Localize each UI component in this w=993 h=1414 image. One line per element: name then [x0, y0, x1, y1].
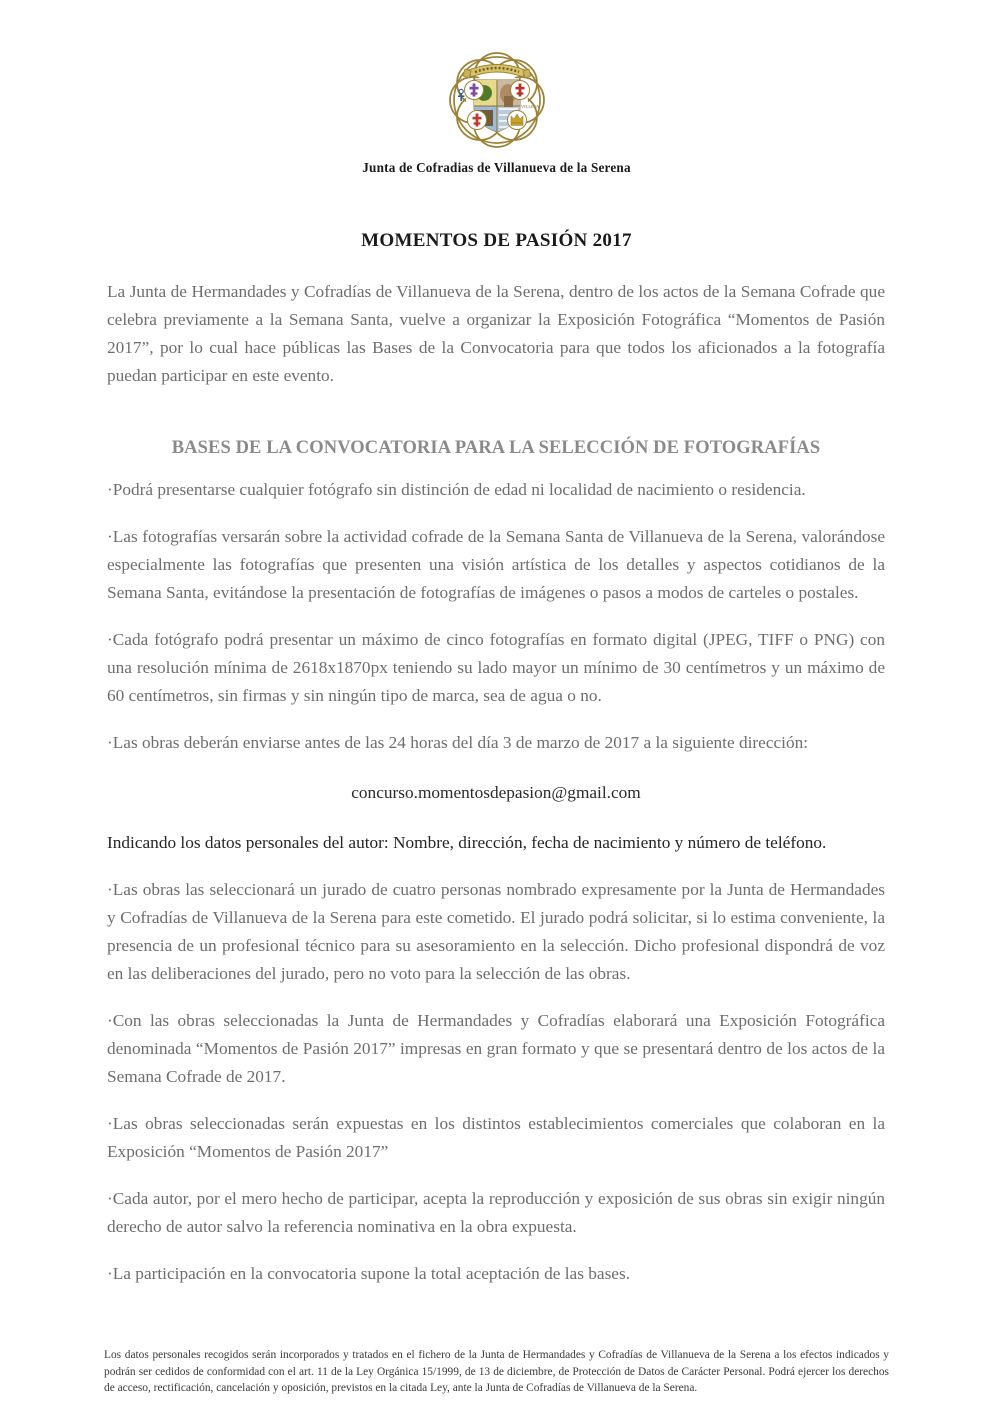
rule-item: ·Las obras seleccionadas serán expuestas en los distintos establecimientos comerciales que colaboran en la Exposición “Momentos de Pasión 2017” [107, 1114, 885, 1162]
document-header [0, 0, 993, 176]
crest-motto: VILLETA [520, 104, 539, 109]
rule-item: ·Podrá presentarse cualquier fotógrafo sin distinción de edad ni localidad de nacimiento o residencia. [107, 480, 806, 500]
rule-item: ·Las fotografías versarán sobre la actividad cofrade de la Semana Santa de Villanueva de la Serena, valorándose especialmente las fotografías que presenten una visión artística de los detalles y aspectos cotidianos de la Semana Santa, evitándose la presentación de fotografías de imágenes o pasos a modos de carteles o postales. [107, 527, 885, 603]
rule-item: ·Las obras las seleccionará un jurado de cuatro personas nombrado expresamente por la Junta de Hermandades y Cofradías de Villanueva de la Serena para este cometido. El jurado podrá solicitar, si lo estima conveniente, la presencia de un profesional técnico para su asesoramiento en la selección. Dicho profesional dispondrá de voz en las deliberaciones del jurado, pero no voto para la selección de las obras. [107, 880, 885, 984]
page-title: MOMENTOS DE PASIÓN 2017 [361, 230, 632, 251]
section-heading: BASES DE LA CONVOCATORIA PARA LA SELECCIÓN DE FOTOGRAFÍAS [171, 438, 821, 459]
organization-name: Junta de Cofradias de Villanueva de la Serena [362, 160, 631, 175]
rule-item: ·Cada autor, por el mero hecho de participar, acepta la reproducción y exposición de sus obras sin exigir ningún derecho de autor salvo la referencia nominativa en la obra expuesta. [107, 1189, 885, 1237]
rule-item: ·La participación en la convocatoria supone la total aceptación de las bases. [107, 1264, 631, 1284]
coat-of-arms-icon [417, 46, 577, 154]
intro-paragraph: La Junta de Hermandades y Cofradías de Villanueva de la Serena, dentro de los actos de la Semana Cofrade que celebra previamente a la Semana Santa, vuelve a organizar la Exposición Fotográfica “Momentos de Pasión 2017”, por lo cual hace públicas las Bases de la Convocatoria para que todos los aficionados a la fotografía puedan participar en este evento. [107, 282, 885, 386]
legal-footer: Los datos personales recogidos serán incorporados y tratados en el fichero de la Junta de Hermandades y Cofradías de Villanueva de la Serena a los efectos indicados y podrán ser cedidos de conformidad con el art. 11 de la Ley Orgánica 15/1999, de 13 de diciembre, de Protección de Datos de Carácter Personal. Podrá ejercer los derechos de acceso, rectificación, cancelación y oposición, previstos en la citada Ley, ante la Junta de Cofradías de Villanueva de la Serena. [104, 1349, 889, 1394]
rule-item: ·Con las obras seleccionadas la Junta de Hermandades y Cofradías elaborará una Exposición Fotográfica denominada “Momentos de Pasión 2017” impresas en gran formato y que se presentará dentro de los actos de la Semana Cofrade de 2017. [107, 1011, 885, 1087]
rule-item: ·Cada fotógrafo podrá presentar un máximo de cinco fotografías en formato digital (JPEG, TIFF o PNG) con una resolución mínima de 2618x1870px teniendo su lado mayor un mínimo de 30 centímetros y un máximo de 60 centímetros, sin firmas y sin ningún tipo de marca, sea de agua o no. [107, 630, 885, 706]
rule-item: ·Las obras deberán enviarse antes de las 24 horas del día 3 de marzo de 2017 a la siguiente dirección: [107, 733, 809, 753]
contact-email[interactable]: concurso.momentosdepasion@gmail.com [351, 783, 641, 803]
document-content [107, 278, 885, 1288]
email-instruction: Indicando los datos personales del autor: Nombre, dirección, fecha de nacimiento y número de teléfono. [107, 833, 827, 853]
